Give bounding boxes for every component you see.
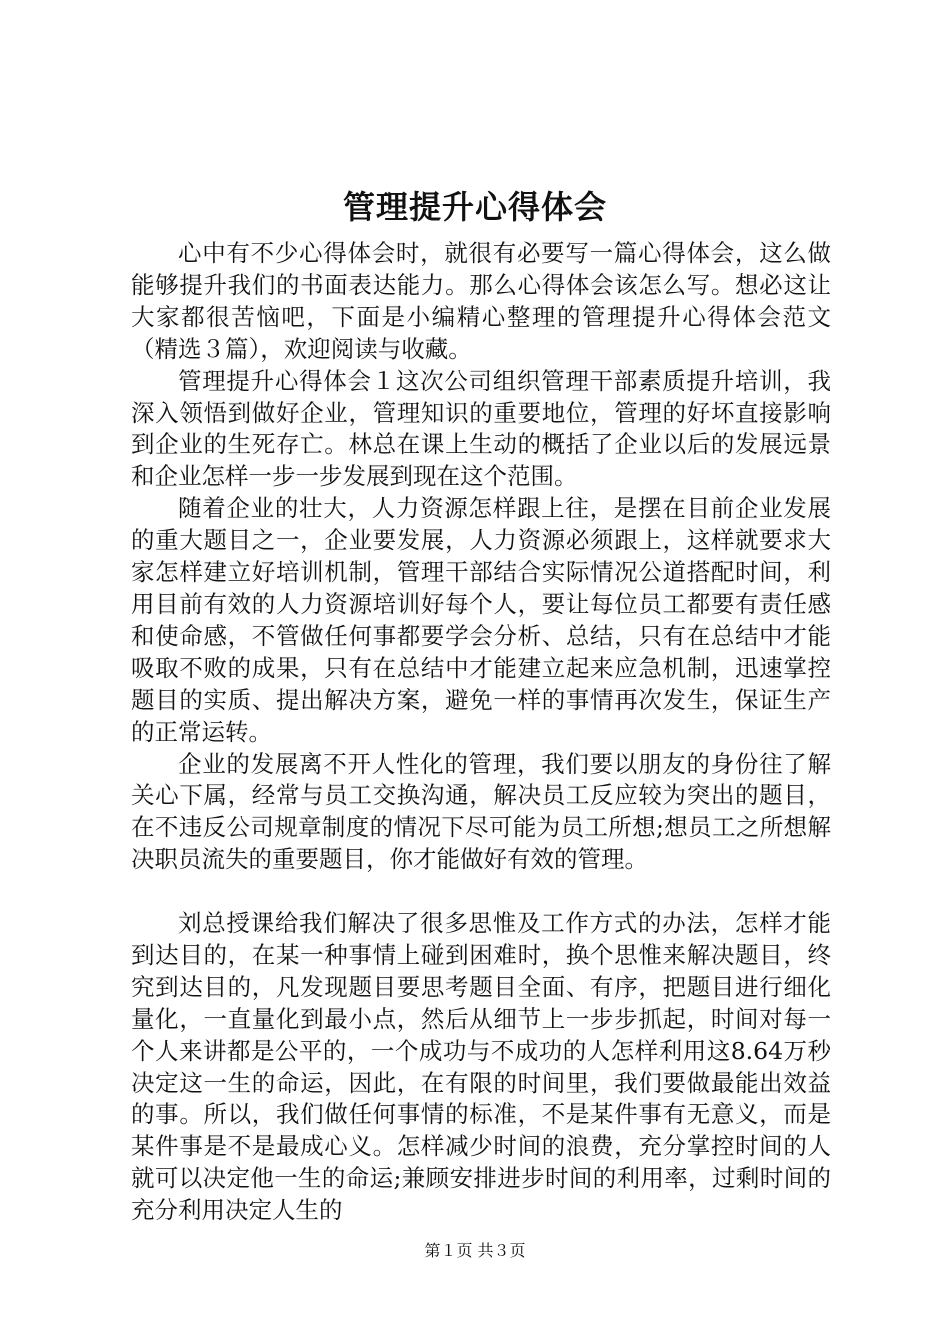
paragraph-section-1: 管理提升心得体会１这次公司组织管理干部素质提升培训，我深入领悟到做好企业，管理知识的重要地位，管理的好坏直接影响到企业的生死存亡。林总在课上生动的概括了企业以后的发展远景和企业怎样一步一步发展到现在这个范围。 xyxy=(131,366,831,491)
paragraph-hr: 随着企业的壮大，人力资源怎样跟上往，是摆在目前企业发展的重大题目之一，企业要发展，人力资源必须跟上，这样就要求大家怎样建立好培训机制，管理干部结合实际情况公道搭配时间，利用目前有效的人力资源培训好每个人，要让每位员工都要有责任感和使命感，不管做任何事都要学会分析、总结，只有在总结中才能吸取不败的成果，只有在总结中才能建立起来应急机制，迅速掌控题目的实质、提出解决方案，避免一样的事情再次发生，保证生产的正常运转。 xyxy=(131,494,831,746)
paragraph-time-management: 刘总授课给我们解决了很多思惟及工作方式的办法，怎样才能到达目的，在某一种事情上碰到困难时，换个思惟来解决题目，终究到达目的，凡发现题目要思考题目全面、有序，把题目进行细化量化，一直量化到最小点，然后从细节上一步步抓起，时间对每一个人来讲都是公平的，一个成功与不成功的人怎样利用这8.64万秒决定这一生的命运，因此，在有限的时间里，我们要做最能出效益的事。所以，我们做任何事情的标准，不是某件事有无意义，而是某件事是不是最成心义。怎样减少时间的浪费，充分掌控时间的人就可以决定他一生的命运;兼顾安排进步时间的利用率，过剩时间的充分利用决定人生的 xyxy=(131,909,831,1225)
page-footer: 第１页 共３页 xyxy=(424,1241,526,1260)
paragraph-intro: 心中有不少心得体会时，就很有必要写一篇心得体会，这么做能够提升我们的书面表达能力。那么心得体会该怎么写。想必这让大家都很苦恼吧，下面是小编精心整理的管理提升心得体会范文（精选３篇），欢迎阅读与收藏。 xyxy=(131,239,831,363)
paragraph-humanized-management: 企业的发展离不开人性化的管理，我们要以朋友的身份往了解关心下属，经常与员工交换沟通，解决员工反应较为突出的题目，在不违反公司规章制度的情况下尽可能为员工所想;想员工之所想解决职员流失的重要题目，你才能做好有效的管理。 xyxy=(131,749,831,874)
document-title: 管理提升心得体会 xyxy=(342,188,607,226)
document-body xyxy=(131,238,831,1227)
